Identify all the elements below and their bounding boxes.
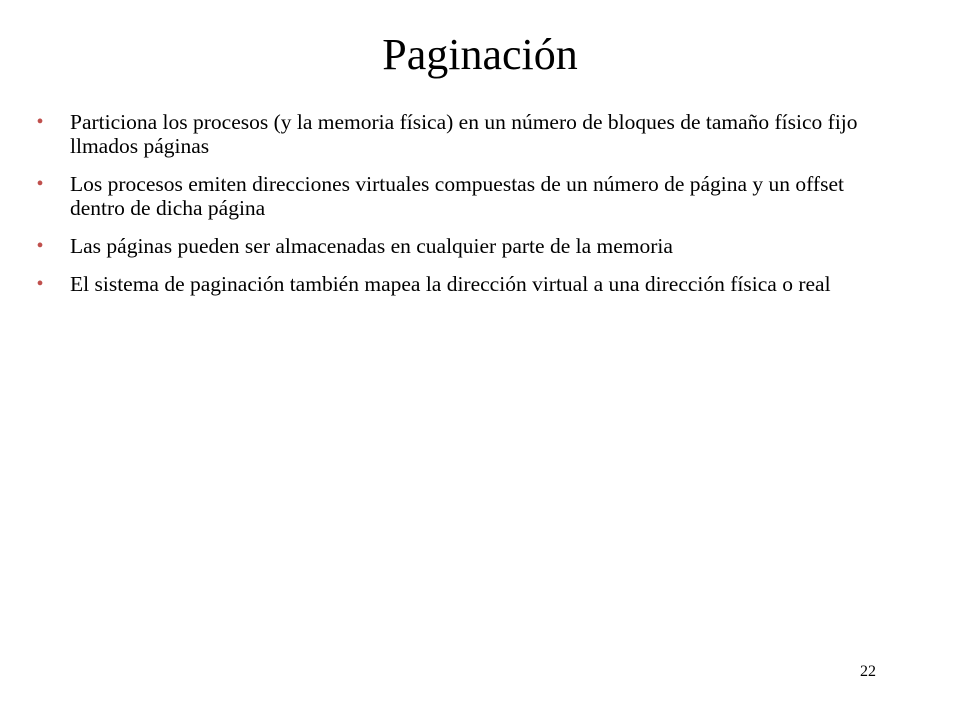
- bullet-icon: •: [36, 273, 44, 295]
- bullet-item: [30, 172, 900, 220]
- bullet-item: [30, 272, 900, 296]
- bullet-list: [30, 110, 900, 310]
- slide-title: Paginación: [382, 30, 578, 79]
- bullet-icon: •: [36, 111, 44, 133]
- page-number: 22: [860, 663, 876, 680]
- bullet-text: Particiona los procesos (y la memoria física) en un número de bloques de tamaño físico fijo llmados páginas: [70, 110, 858, 158]
- bullet-icon: •: [36, 173, 44, 195]
- bullet-item: [30, 234, 900, 258]
- bullet-text: Las páginas pueden ser almacenadas en cualquier parte de la memoria: [70, 234, 673, 258]
- bullet-text: Los procesos emiten direcciones virtuales compuestas de un número de página y un offset dentro de dicha página: [70, 172, 844, 220]
- bullet-text: El sistema de paginación también mapea la dirección virtual a una dirección física o real: [70, 272, 831, 296]
- bullet-item: [30, 110, 900, 158]
- bullet-icon: •: [36, 235, 44, 257]
